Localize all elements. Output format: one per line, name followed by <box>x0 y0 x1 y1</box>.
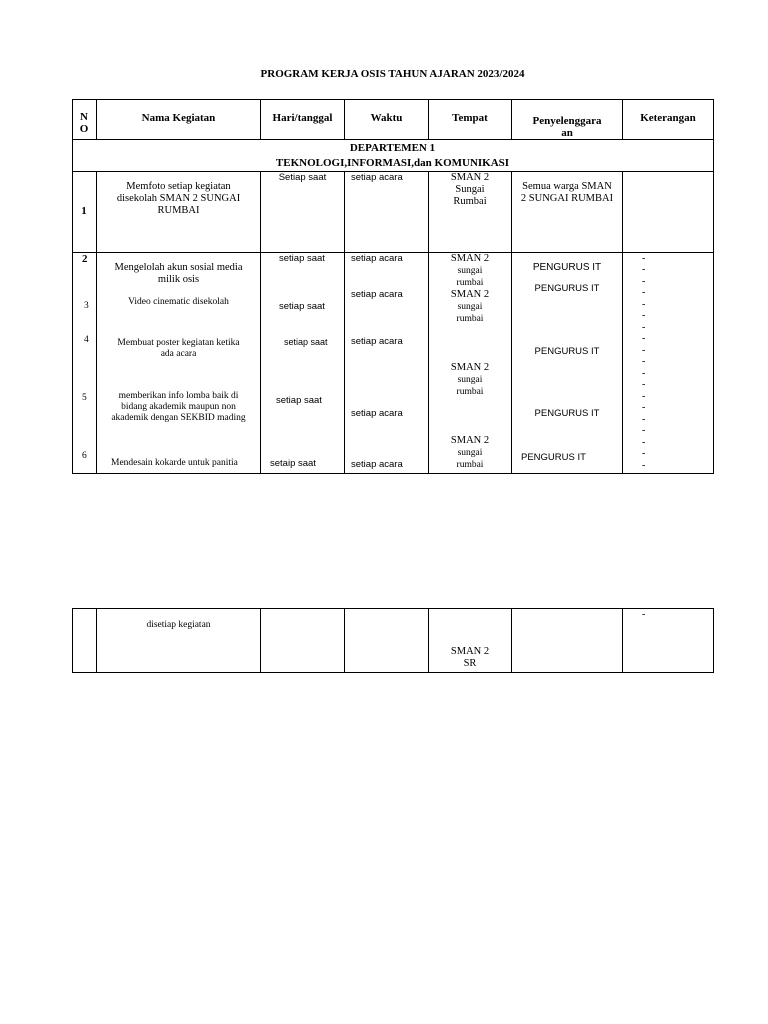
header-no-line2: O <box>79 123 89 135</box>
row-5-hari: setiap saat <box>276 395 322 406</box>
row-1-tempat-line: Sungai <box>455 184 485 195</box>
row-1-penyelenggara-line: Semua warga SMAN <box>522 181 612 192</box>
row-1-nama-line: disekolah SMAN 2 SUNGAI <box>116 193 241 204</box>
row-4-tempat <box>429 362 511 398</box>
row-3-tempat-line: SMAN 2 <box>450 289 490 300</box>
row-1-nama <box>97 181 260 217</box>
row-4-nama-line: Membuat poster kegiatan ketika <box>117 338 240 348</box>
row-4-tempat-line: rumbai <box>456 387 484 397</box>
row-2-nama-line: milik osis <box>157 274 200 285</box>
row-6-no: 6 <box>82 451 87 461</box>
header-no <box>72 111 96 135</box>
keterangan-dash: - <box>642 310 646 321</box>
keterangan-dash: - <box>642 299 646 310</box>
cont-border-right <box>713 608 714 673</box>
header-nama-kegiatan: Nama Kegiatan <box>141 112 216 124</box>
row-3-tempat <box>429 289 511 325</box>
row-6-waktu: setiap acara <box>351 459 403 470</box>
keterangan-dash: - <box>642 333 646 344</box>
table-border-bottom <box>72 473 714 474</box>
col-divider <box>344 608 345 673</box>
header-waktu: Waktu <box>370 112 403 124</box>
table-border-top <box>72 99 714 100</box>
col-divider <box>260 608 261 673</box>
cont-keterangan-dash: - <box>642 609 646 620</box>
cont-tempat <box>429 646 511 670</box>
keterangan-dash: - <box>642 460 646 471</box>
row-2-waktu: setiap acara <box>351 253 403 264</box>
row-4-penyelenggara: PENGURUS IT <box>534 346 600 357</box>
col-divider <box>511 171 512 474</box>
row-3-no: 3 <box>84 301 89 311</box>
row-1-nama-line: Memfoto setiap kegiatan <box>126 181 231 192</box>
keterangan-dash: - <box>642 287 646 298</box>
keterangan-dash: - <box>642 402 646 413</box>
keterangan-dash: - <box>642 379 646 390</box>
header-keterangan: Keterangan <box>640 112 696 124</box>
header-penyelenggara-line2: an <box>561 127 573 139</box>
header-hari-tanggal: Hari/tanggal <box>272 112 333 124</box>
row-5-waktu: setiap acara <box>351 408 403 419</box>
row-4-tempat-line: sungai <box>457 375 483 385</box>
row-1-penyelenggara-line: 2 SUNGAI RUMBAI <box>520 193 614 204</box>
row-5-tempat-line: sungai <box>457 448 483 458</box>
row-6-nama: Mendesain kokarde untuk panitia <box>111 458 238 468</box>
department-heading <box>72 142 713 169</box>
row-2-hari: setiap saat <box>279 253 325 264</box>
row-1-tempat <box>429 172 511 208</box>
row-5-tempat-line: rumbai <box>456 460 484 470</box>
keterangan-dash: - <box>642 448 646 459</box>
header-penyelenggara <box>512 115 622 139</box>
row-1-tempat-line: SMAN 2 <box>450 172 490 183</box>
row-5-no: 5 <box>82 393 87 403</box>
keterangan-dash: - <box>642 345 646 356</box>
keterangan-dash: - <box>642 391 646 402</box>
row-4-waktu: setiap acara <box>351 336 403 347</box>
row-3-waktu: setiap acara <box>351 289 403 300</box>
row-3-penyelenggara: PENGURUS IT <box>534 283 600 294</box>
row-1-waktu: setiap acara <box>351 172 403 183</box>
row-4-hari: setiap saat <box>284 337 328 347</box>
row-4-nama-line: ada acara <box>160 349 197 359</box>
row-2-no: 2 <box>82 253 88 265</box>
row-1-tempat-line: Rumbai <box>453 196 487 207</box>
cont-border-top <box>72 608 714 609</box>
col-divider <box>622 608 623 673</box>
row-5-nama <box>97 391 260 424</box>
row-4-no: 4 <box>84 335 89 345</box>
row-4-tempat-line: SMAN 2 <box>450 362 490 373</box>
row-6-penyelenggara: PENGURUS IT <box>521 452 586 463</box>
row-3-nama: Video cinematic disekolah <box>128 297 229 307</box>
row-5-tempat <box>429 435 511 471</box>
row-5-tempat-line: SMAN 2 <box>450 435 490 446</box>
keterangan-dash: - <box>642 437 646 448</box>
col-divider <box>344 171 345 474</box>
row-1-nama-line: RUMBAI <box>157 205 200 216</box>
table-border-right <box>713 99 714 474</box>
keterangan-dash: - <box>642 356 646 367</box>
cont-nama: disetiap kegiatan <box>146 620 211 630</box>
department-number: DEPARTEMEN 1 <box>349 142 436 154</box>
row-3-tempat-line: rumbai <box>456 314 484 324</box>
cont-tempat-line: SR <box>463 658 477 669</box>
row-3-tempat-line: sungai <box>457 302 483 312</box>
department-name: TEKNOLOGI,INFORMASI,dan KOMUNIKASI <box>275 157 510 169</box>
header-penyelenggara-line1: Penyelenggara <box>532 115 602 127</box>
row-5-nama-line: akademik dengan SEKBID mading <box>111 413 246 423</box>
row-1-hari: Setiap saat <box>278 172 327 183</box>
col-divider <box>511 608 512 673</box>
row-2-tempat-line: SMAN 2 <box>450 253 490 264</box>
header-no-line1: N <box>80 111 88 123</box>
keterangan-dash: - <box>642 414 646 425</box>
row-3-hari: setiap saat <box>279 301 325 312</box>
row-4-nama <box>97 338 260 360</box>
col-divider <box>96 608 97 673</box>
row-1-no: 1 <box>81 205 87 217</box>
row-5-nama-line: memberikan info lomba baik di <box>118 391 239 401</box>
header-tempat: Tempat <box>452 112 488 124</box>
row-1-penyelenggara <box>512 181 622 205</box>
row-5-penyelenggara: PENGURUS IT <box>534 408 600 419</box>
row-2-penyelenggara: PENGURUS IT <box>532 262 602 273</box>
row-6-hari: setaip saat <box>270 458 316 469</box>
keterangan-dash: - <box>642 322 646 333</box>
col-divider <box>622 171 623 474</box>
row-2-tempat <box>429 253 511 289</box>
page-title: PROGRAM KERJA OSIS TAHUN AJARAN 2023/2024 <box>260 68 525 80</box>
keterangan-dash: - <box>642 253 646 264</box>
row-5-nama-line: bidang akademik maupun non <box>121 402 236 412</box>
row-2-tempat-line: rumbai <box>456 278 484 288</box>
col-divider <box>260 171 261 474</box>
cont-tempat-line: SMAN 2 <box>450 646 490 657</box>
row-2-tempat-line: sungai <box>457 266 483 276</box>
keterangan-dash: - <box>642 264 646 275</box>
table-header-divider <box>72 139 714 140</box>
row-2-nama <box>97 262 260 286</box>
row-2-nama-line: Mengelolah akun sosial media <box>114 262 243 273</box>
keterangan-dash: - <box>642 425 646 436</box>
keterangan-dash: - <box>642 368 646 379</box>
cont-border-left <box>72 608 73 673</box>
cont-border-bottom <box>72 672 714 673</box>
keterangan-dash: - <box>642 276 646 287</box>
